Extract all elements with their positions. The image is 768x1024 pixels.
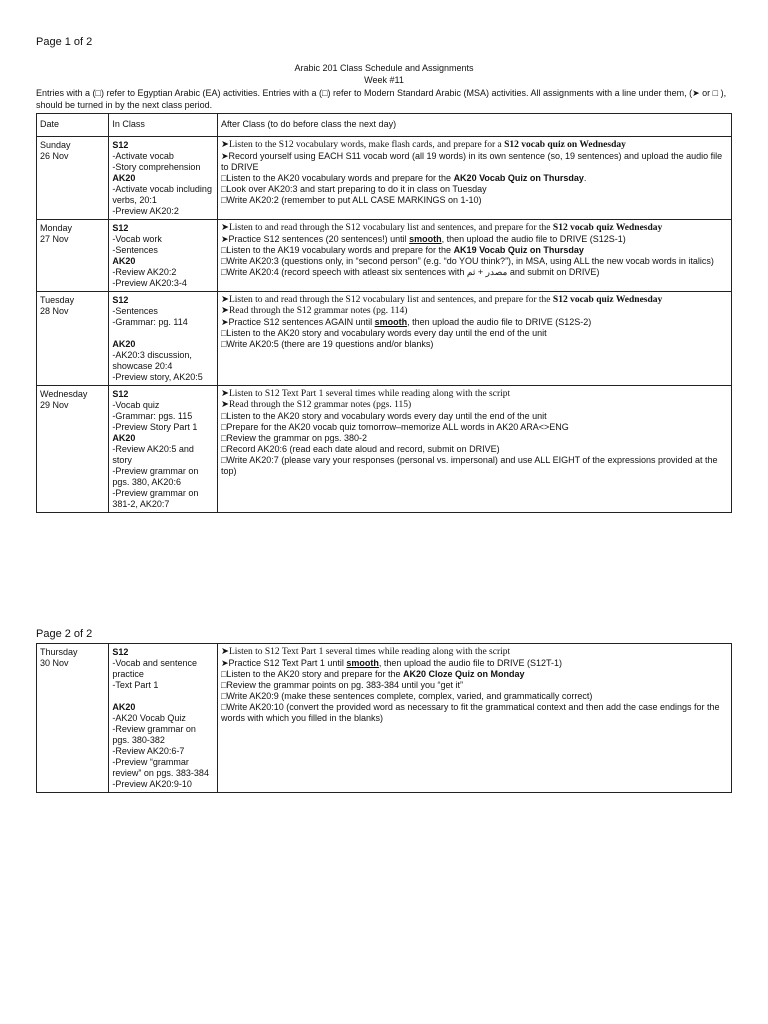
in-class-item: -AK20:3 discussion, showcase 20:4 — [112, 350, 192, 371]
in-class-item: -Review AK20:5 and story — [112, 444, 194, 465]
task-text: □Write AK20:10 (convert the provided word as necessary to fit the grammatical context and then add the case endings for the words with which you filled in the blanks) — [220, 702, 720, 723]
s12-label: S12 — [112, 647, 129, 657]
after-class-cell — [217, 220, 731, 292]
in-class-item: -Sentences — [112, 245, 158, 255]
task-item — [221, 400, 728, 411]
task-emphasis: smooth — [374, 317, 408, 327]
day-name: Wednesday — [40, 389, 88, 399]
in-class-item: -Review grammar on pgs. 380-382 — [112, 724, 196, 745]
task-item — [221, 702, 728, 724]
task-text: , then upload the audio file to DRIVE (S12T-1) — [378, 658, 563, 668]
task-item — [221, 317, 728, 328]
task-item — [221, 267, 728, 278]
task-text: □Write AK20:2 (remember to put ALL CASE MARKINGS on 1-10) — [220, 195, 482, 205]
task-item — [221, 658, 728, 669]
day-name: Thursday — [40, 647, 78, 657]
task-item — [221, 234, 728, 245]
s12-label: S12 — [112, 295, 129, 305]
in-class-cell — [109, 220, 218, 292]
table-row — [37, 386, 732, 513]
task-text: , then upload the audio file to DRIVE (S12S-2) — [407, 317, 592, 327]
spacer — [112, 691, 214, 702]
task-item — [221, 669, 728, 680]
task-emphasis: smooth — [409, 234, 442, 244]
s12-label: S12 — [112, 223, 129, 233]
task-item — [221, 328, 728, 339]
task-item — [221, 680, 728, 691]
date-cell — [37, 292, 109, 386]
schedule-table-page-2 — [36, 643, 732, 793]
task-text: ➤Listen to and read through the S12 vocabulary list and sentences, and prepare for the — [220, 223, 553, 233]
table-body — [37, 644, 732, 793]
task-emphasis: smooth — [346, 658, 379, 668]
task-text: □Write AK20:5 (there are 19 questions and/or blanks) — [220, 339, 434, 349]
in-class-item: -Preview AK20:2 — [112, 206, 179, 216]
after-class-cell — [217, 137, 731, 220]
in-class-item: -Sentences — [112, 306, 158, 316]
document-title: Arabic 201 Class Schedule and Assignments — [294, 63, 474, 73]
page-2-label: Page 2 of 2 — [36, 628, 93, 640]
date-cell — [37, 137, 109, 220]
table-row — [37, 220, 732, 292]
week-label: Week #11 — [364, 75, 404, 85]
day-date: 30 Nov — [40, 658, 69, 668]
task-text: □Listen to the AK20 vocabulary words and prepare for the — [220, 173, 454, 183]
in-class-item: -Vocab quiz — [112, 400, 160, 410]
task-text: □Write AK20:9 (make these sentences complete, complex, varied, and grammatically correct) — [220, 691, 593, 701]
in-class-cell — [109, 137, 218, 220]
task-item — [221, 647, 728, 658]
intro-text: Entries with a (□) refer to Egyptian Arabic (EA) activities. Entries with a (□) refer to Modern Standard Arabic (MSA) activities. All assignments with a line under them, (➤ or □ ), should be turned in by the next class period. — [36, 88, 727, 110]
task-text: □Listen to the AK20 story and vocabulary words every day until the end of the unit — [220, 411, 547, 421]
task-item — [221, 455, 728, 477]
s12-label: S12 — [112, 389, 129, 399]
day-name: Sunday — [40, 140, 71, 150]
in-class-item: -Activate vocab including verbs, 20:1 — [112, 184, 212, 205]
day-name: Monday — [40, 223, 73, 233]
table-row — [37, 137, 732, 220]
day-date: 27 Nov — [40, 234, 69, 244]
date-cell — [37, 644, 109, 793]
in-class-item: -Review AK20:2 — [112, 267, 177, 277]
task-item — [221, 433, 728, 444]
in-class-item: -Preview AK20:3-4 — [112, 278, 187, 288]
task-text: □Listen to the AK19 vocabulary words and prepare for the — [220, 245, 454, 255]
task-text: ➤Listen to S12 Text Part 1 several times while reading along with the script — [220, 389, 511, 399]
task-item — [221, 195, 728, 206]
task-text: , then upload the audio file to DRIVE (S12S-1) — [441, 234, 626, 244]
in-class-item: -Grammar: pg. 114 — [112, 317, 188, 327]
task-text: □Listen to the AK20 story and prepare for the — [220, 669, 404, 679]
in-class-item: -Preview grammar on 381-2, AK20:7 — [112, 488, 199, 509]
date-cell — [37, 386, 109, 513]
task-item — [221, 444, 728, 455]
ak20-label: AK20 — [112, 173, 136, 183]
task-item — [221, 389, 728, 400]
header-in-class: In Class — [109, 114, 218, 137]
task-item — [221, 422, 728, 433]
task-item — [221, 173, 728, 184]
in-class-item: -Vocab and sentence practice — [112, 658, 197, 679]
after-class-cell — [217, 386, 731, 513]
ak20-label: AK20 — [112, 702, 136, 712]
task-item — [221, 223, 728, 234]
task-emphasis: AK19 Vocab Quiz on Thursday — [453, 245, 584, 255]
task-text: ➤Listen to S12 Text Part 1 several times while reading along with the script — [220, 647, 511, 657]
table-row — [37, 292, 732, 386]
ak20-label: AK20 — [112, 256, 136, 266]
in-class-cell — [109, 644, 218, 793]
in-class-item: -AK20 Vocab Quiz — [112, 713, 186, 723]
task-text: □Write AK20:4 (record speech with atleast six sentences with مصدر + ثم and submit on DRIVE) — [220, 267, 600, 277]
task-item — [221, 140, 728, 151]
after-class-cell — [217, 644, 731, 793]
day-date: 28 Nov — [40, 306, 69, 316]
task-item — [221, 339, 728, 350]
task-item — [221, 295, 728, 306]
task-item — [221, 184, 728, 195]
task-text: □Look over AK20:3 and start preparing to do it in class on Tuesday — [220, 184, 487, 194]
task-emphasis: S12 vocab quiz Wednesday — [552, 223, 663, 233]
task-text: ➤Read through the S12 grammar notes (pgs. 115) — [220, 400, 412, 410]
in-class-cell — [109, 292, 218, 386]
in-class-item: -Preview Story Part 1 — [112, 422, 198, 432]
in-class-cell — [109, 386, 218, 513]
task-text: ➤Record yourself using EACH S11 vocab word (all 19 words) in its own sentence (so, 19 sentences) and upload the audio file to DRIVE — [220, 151, 723, 172]
task-text: ➤Read through the S12 grammar notes (pg. 114) — [220, 306, 408, 316]
task-item — [221, 151, 728, 173]
in-class-item: -Text Part 1 — [112, 680, 159, 690]
header-date: Date — [37, 114, 109, 137]
in-class-item: -Story comprehension — [112, 162, 201, 172]
day-name: Tuesday — [40, 295, 75, 305]
s12-label: S12 — [112, 140, 129, 150]
in-class-item: -Preview story, AK20:5 — [112, 372, 203, 382]
task-text: ➤Listen to and read through the S12 vocabulary list and sentences, and prepare for the — [220, 295, 553, 305]
in-class-item: -Vocab work — [112, 234, 162, 244]
task-item — [221, 306, 728, 317]
day-date: 26 Nov — [40, 151, 69, 161]
in-class-item: -Activate vocab — [112, 151, 174, 161]
header-after-class: After Class (to do before class the next day) — [217, 114, 731, 137]
task-item — [221, 245, 728, 256]
schedule-table-page-1 — [36, 113, 732, 513]
in-class-item: -Preview “grammar review” on pgs. 383-384 — [112, 757, 209, 778]
date-cell — [37, 220, 109, 292]
task-text: □Prepare for the AK20 vocab quiz tomorrow–memorize ALL words in AK20 ARA<>ENG — [220, 422, 569, 432]
table-body — [37, 137, 732, 513]
task-text: ➤Practice S12 Text Part 1 until — [220, 658, 347, 668]
task-text: □Write AK20:3 (questions only, in “second person” (e.g. “do YOU think?”), in MSA, using ALL the new vocab words in italics) — [220, 256, 714, 266]
task-item — [221, 411, 728, 422]
in-class-item: -Preview grammar on pgs. 380, AK20:6 — [112, 466, 199, 487]
task-item — [221, 691, 728, 702]
task-text: ➤Practice S12 sentences (20 sentences!) until — [220, 234, 410, 244]
after-class-cell — [217, 292, 731, 386]
task-text: ➤Listen to the S12 vocabulary words, make flash cards, and prepare for a — [220, 140, 505, 150]
spacer — [112, 328, 214, 339]
task-emphasis: AK20 Cloze Quiz on Monday — [403, 669, 525, 679]
task-text: □Listen to the AK20 story and vocabulary words every day until the end of the unit — [220, 328, 547, 338]
in-class-item: -Review AK20:6-7 — [112, 746, 185, 756]
task-emphasis: S12 vocab quiz on Wednesday — [504, 140, 626, 150]
task-text: □Review the grammar points on pg. 383-384 until you “get it” — [220, 680, 464, 690]
task-text: ➤Practice S12 sentences AGAIN until — [220, 317, 375, 327]
day-date: 29 Nov — [40, 400, 69, 410]
task-text: □Review the grammar on pgs. 380-2 — [220, 433, 367, 443]
page-1-label: Page 1 of 2 — [36, 36, 93, 48]
in-class-item: -Grammar: pgs. 115 — [112, 411, 193, 421]
ak20-label: AK20 — [112, 433, 136, 443]
task-text: □Write AK20:7 (please vary your responses (personal vs. impersonal) and use ALL EIGHT of the expressions provided at the top) — [220, 455, 718, 476]
ak20-label: AK20 — [112, 339, 136, 349]
task-text: □Record AK20:6 (read each date aloud and record, submit on DRIVE) — [220, 444, 500, 454]
table-header-row — [37, 114, 732, 137]
task-emphasis: S12 vocab quiz Wednesday — [552, 295, 663, 305]
task-item — [221, 256, 728, 267]
table-row — [37, 644, 732, 793]
task-emphasis: AK20 Vocab Quiz on Thursday — [453, 173, 584, 183]
task-text: . — [583, 173, 587, 183]
in-class-item: -Preview AK20:9-10 — [112, 779, 192, 789]
